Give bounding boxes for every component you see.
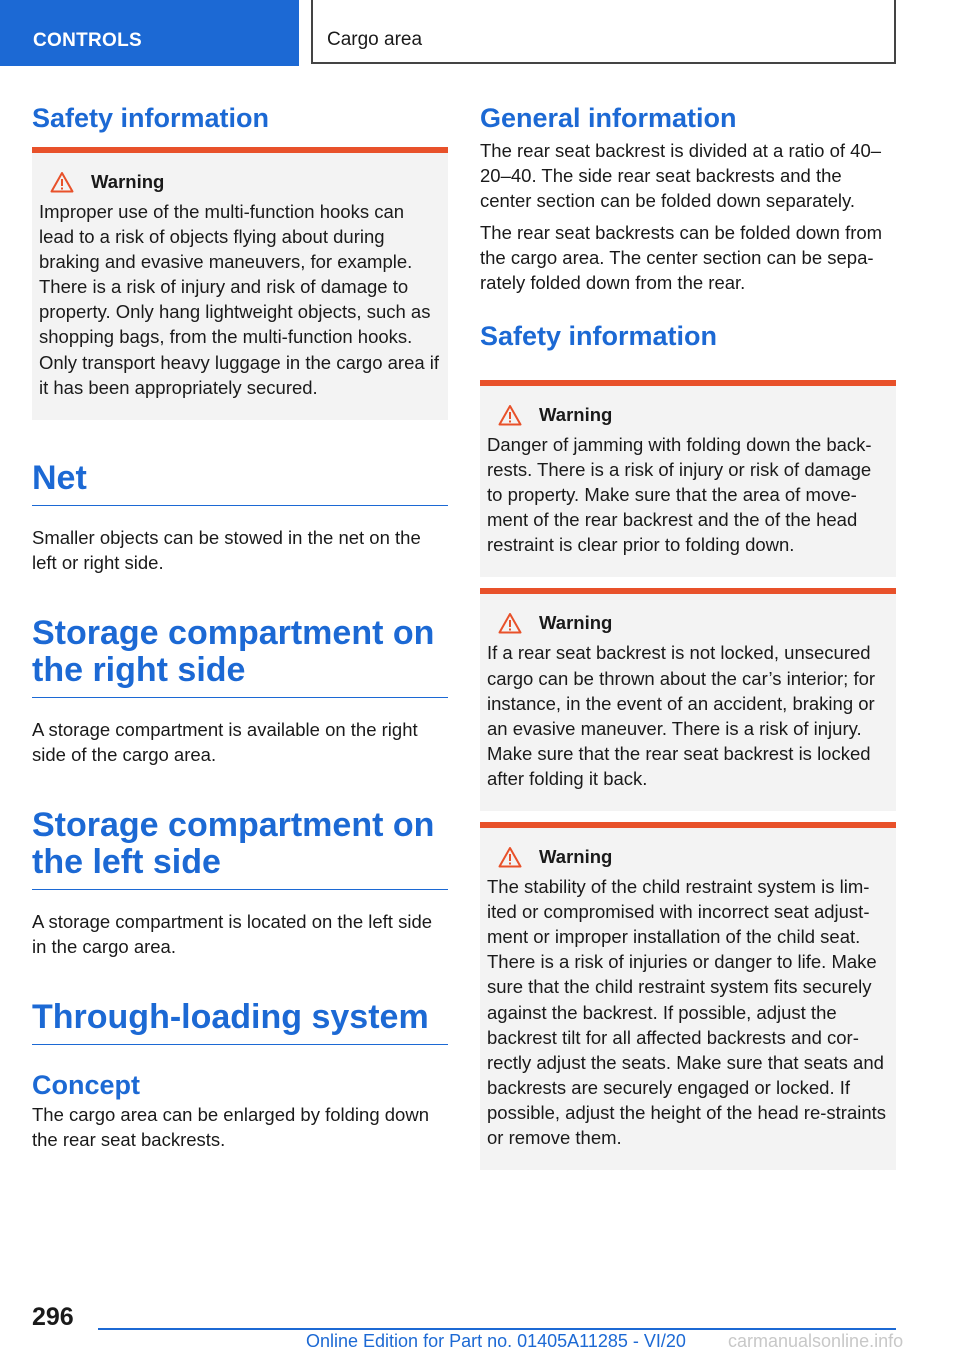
warning-text: Improper use of the multi-function hooks can lead to a risk of objects flying about during braking and evasive maneuvers, for example. There is a risk of injury and risk of damage to property. Only hang lightweight objects, such as shopping bags, from the multi-function hooks. Only transport heavy luggage in the cargo area if it has been appropriately secured. [39,201,440,398]
right-column [480,98,896,1170]
warning-header [487,402,889,428]
warning-header [39,169,441,195]
general-info-text-2: The rear seat backrests can be folded down from the cargo area. The center section can be sepa-rately folded down from the rear. [480,222,883,293]
net-heading: Net [32,460,448,506]
warning-label: Warning [91,171,165,192]
page-number: 296 [32,1303,74,1331]
chapter-title: Cargo area [311,0,896,64]
edition-text: Online Edition for Part no. 01405A11285 - VI/20 [306,1331,686,1351]
page-footer [0,1295,960,1362]
general-info-heading: General information [480,103,737,133]
section-tab: CONTROLS [0,0,299,66]
left-column [32,98,448,1152]
warning-triangle-icon [498,612,522,634]
page-header [0,0,960,66]
warning-box [32,147,448,420]
concept-heading: Concept [32,1069,140,1100]
watermark-text[interactable]: carmanualsonline.info [728,1331,904,1351]
left-storage-heading: Storage compartment on the left side [32,807,448,890]
safety-info-heading: Safety information [32,103,270,133]
warning-label: Warning [539,404,613,425]
warning-text: If a rear seat backrest is not locked, unsecured cargo can be thrown about the car’s interior; for instance, in the event of an accident, braking or an evasive maneuver. There is a risk of injury. Make sure that the rear seat backrest is locked after folding it back. [487,642,876,789]
right-storage-text: A storage compartment is available on the right side of the cargo area. [32,718,418,765]
through-loading-heading: Through-loading system [32,999,448,1045]
left-storage-text: A storage compartment is located on the left side in the cargo area. [32,910,433,957]
warning-header [487,610,889,636]
warning-box [480,588,896,811]
concept-text: The cargo area can be enlarged by folding down the rear seat backrests. [32,1103,429,1150]
warning-triangle-icon [50,171,74,193]
net-text: Smaller objects can be stowed in the net on the left or right side. [32,526,421,573]
general-info-text-1: The rear seat backrest is divided at a ratio of 40–20–40. The side rear seat backrests and the center section can be folded down separately. [480,140,882,211]
warning-text: The stability of the child restraint system is lim-ited or compromised with incorrect seat adjust-ment or improper installation of the child seat. There is a risk of injuries or danger to life. Make sure that the child restraint system fits securely against the backrest. If possible, adjust the backrest tilt for all affected backrests and cor-rectly adjust the seats. Make sure that seats and backrests are securely engaged or locked. If possible, adjust the height of the head re-straints or remove them. [487,876,887,1148]
warning-header [487,844,889,870]
warning-triangle-icon [498,404,522,426]
warning-text: Danger of jamming with folding down the back-rests. There is a risk of injury or risk of damage to property. Make sure that the area of move-ment of the rear backrest and the of the head restraint is clear prior to folding down. [487,434,872,556]
right-storage-heading: Storage compartment on the right side [32,615,448,698]
warning-triangle-icon [498,846,522,868]
footer-rule [98,1328,896,1330]
safety-info-heading-right: Safety information [480,321,718,351]
warning-box [480,822,896,1170]
warning-label: Warning [539,612,613,634]
warning-label: Warning [539,846,613,868]
warning-box [480,380,896,577]
